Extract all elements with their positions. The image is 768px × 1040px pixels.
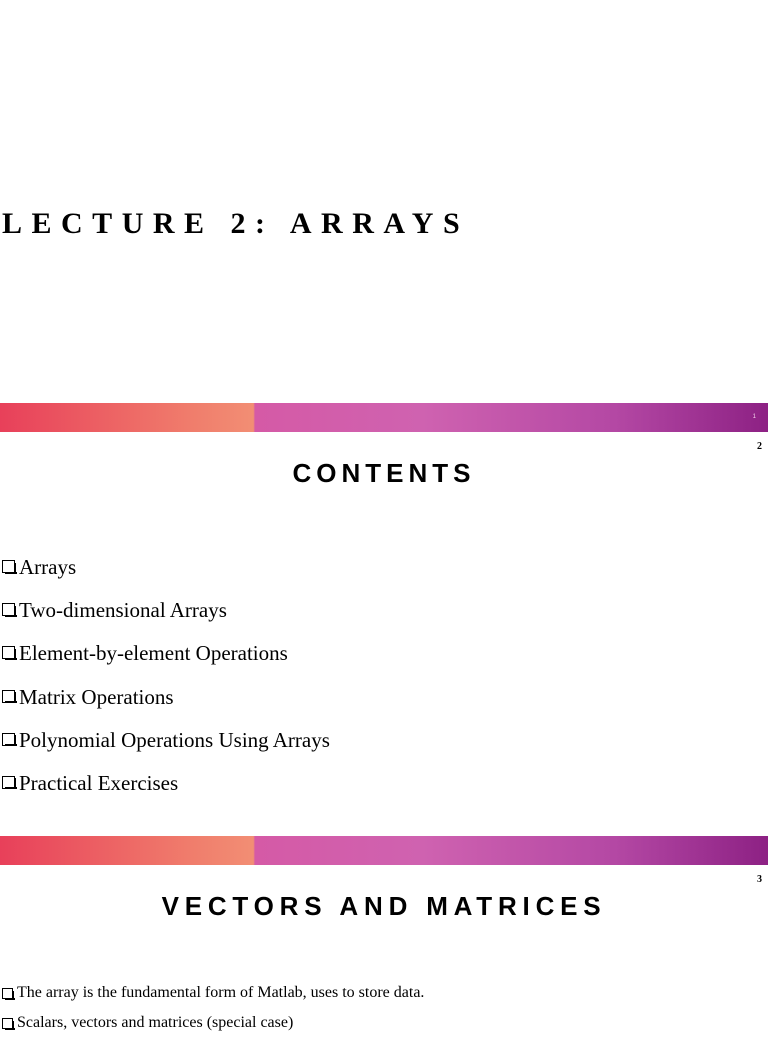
list-item-label: Practical Exercises: [19, 770, 179, 795]
contents-heading: CONTENTS: [292, 458, 476, 488]
checkbox-square-icon: [2, 603, 15, 616]
list-item-label: Element-by-element Operations: [19, 641, 288, 666]
list-item-label: Polynomial Operations Using Arrays: [19, 727, 330, 752]
vectors-matrices-heading: VECTORS AND MATRICES: [161, 891, 607, 921]
checkbox-square-icon: [2, 733, 15, 746]
list-item: [2, 637, 330, 680]
list-item: [2, 681, 330, 724]
list-item-label: Scalars, vectors and matrices (special case): [17, 1014, 294, 1031]
list-item: [2, 724, 330, 767]
page-number: 2: [757, 441, 762, 452]
list-item-label: Arrays: [19, 555, 77, 579]
slide-1-page-mark: 1: [752, 414, 756, 420]
page-number: 3: [757, 874, 762, 885]
list-item-label: The array is the fundamental form of Matlab, uses to store data.: [17, 984, 425, 1001]
list-item-label: Two-dimensional Arrays: [19, 598, 227, 623]
checkbox-square-icon: [2, 560, 15, 573]
list-item: [2, 594, 330, 637]
slide-divider-band: [0, 836, 768, 865]
checkbox-square-icon: [2, 690, 15, 703]
slide-divider-band: [0, 403, 768, 432]
contents-list: [2, 551, 330, 810]
list-item: [2, 551, 330, 594]
list-item: [2, 1010, 424, 1040]
checkbox-square-icon: [2, 776, 15, 789]
checkbox-square-icon: [2, 646, 15, 659]
checkbox-square-icon: [2, 988, 13, 999]
list-item-label: Matrix Operations: [19, 684, 174, 709]
body-bullet-list: [2, 980, 424, 1040]
list-item: [2, 767, 330, 810]
list-item: [2, 980, 424, 1010]
lecture-title: LECTURE 2: ARRAYS: [2, 207, 470, 240]
